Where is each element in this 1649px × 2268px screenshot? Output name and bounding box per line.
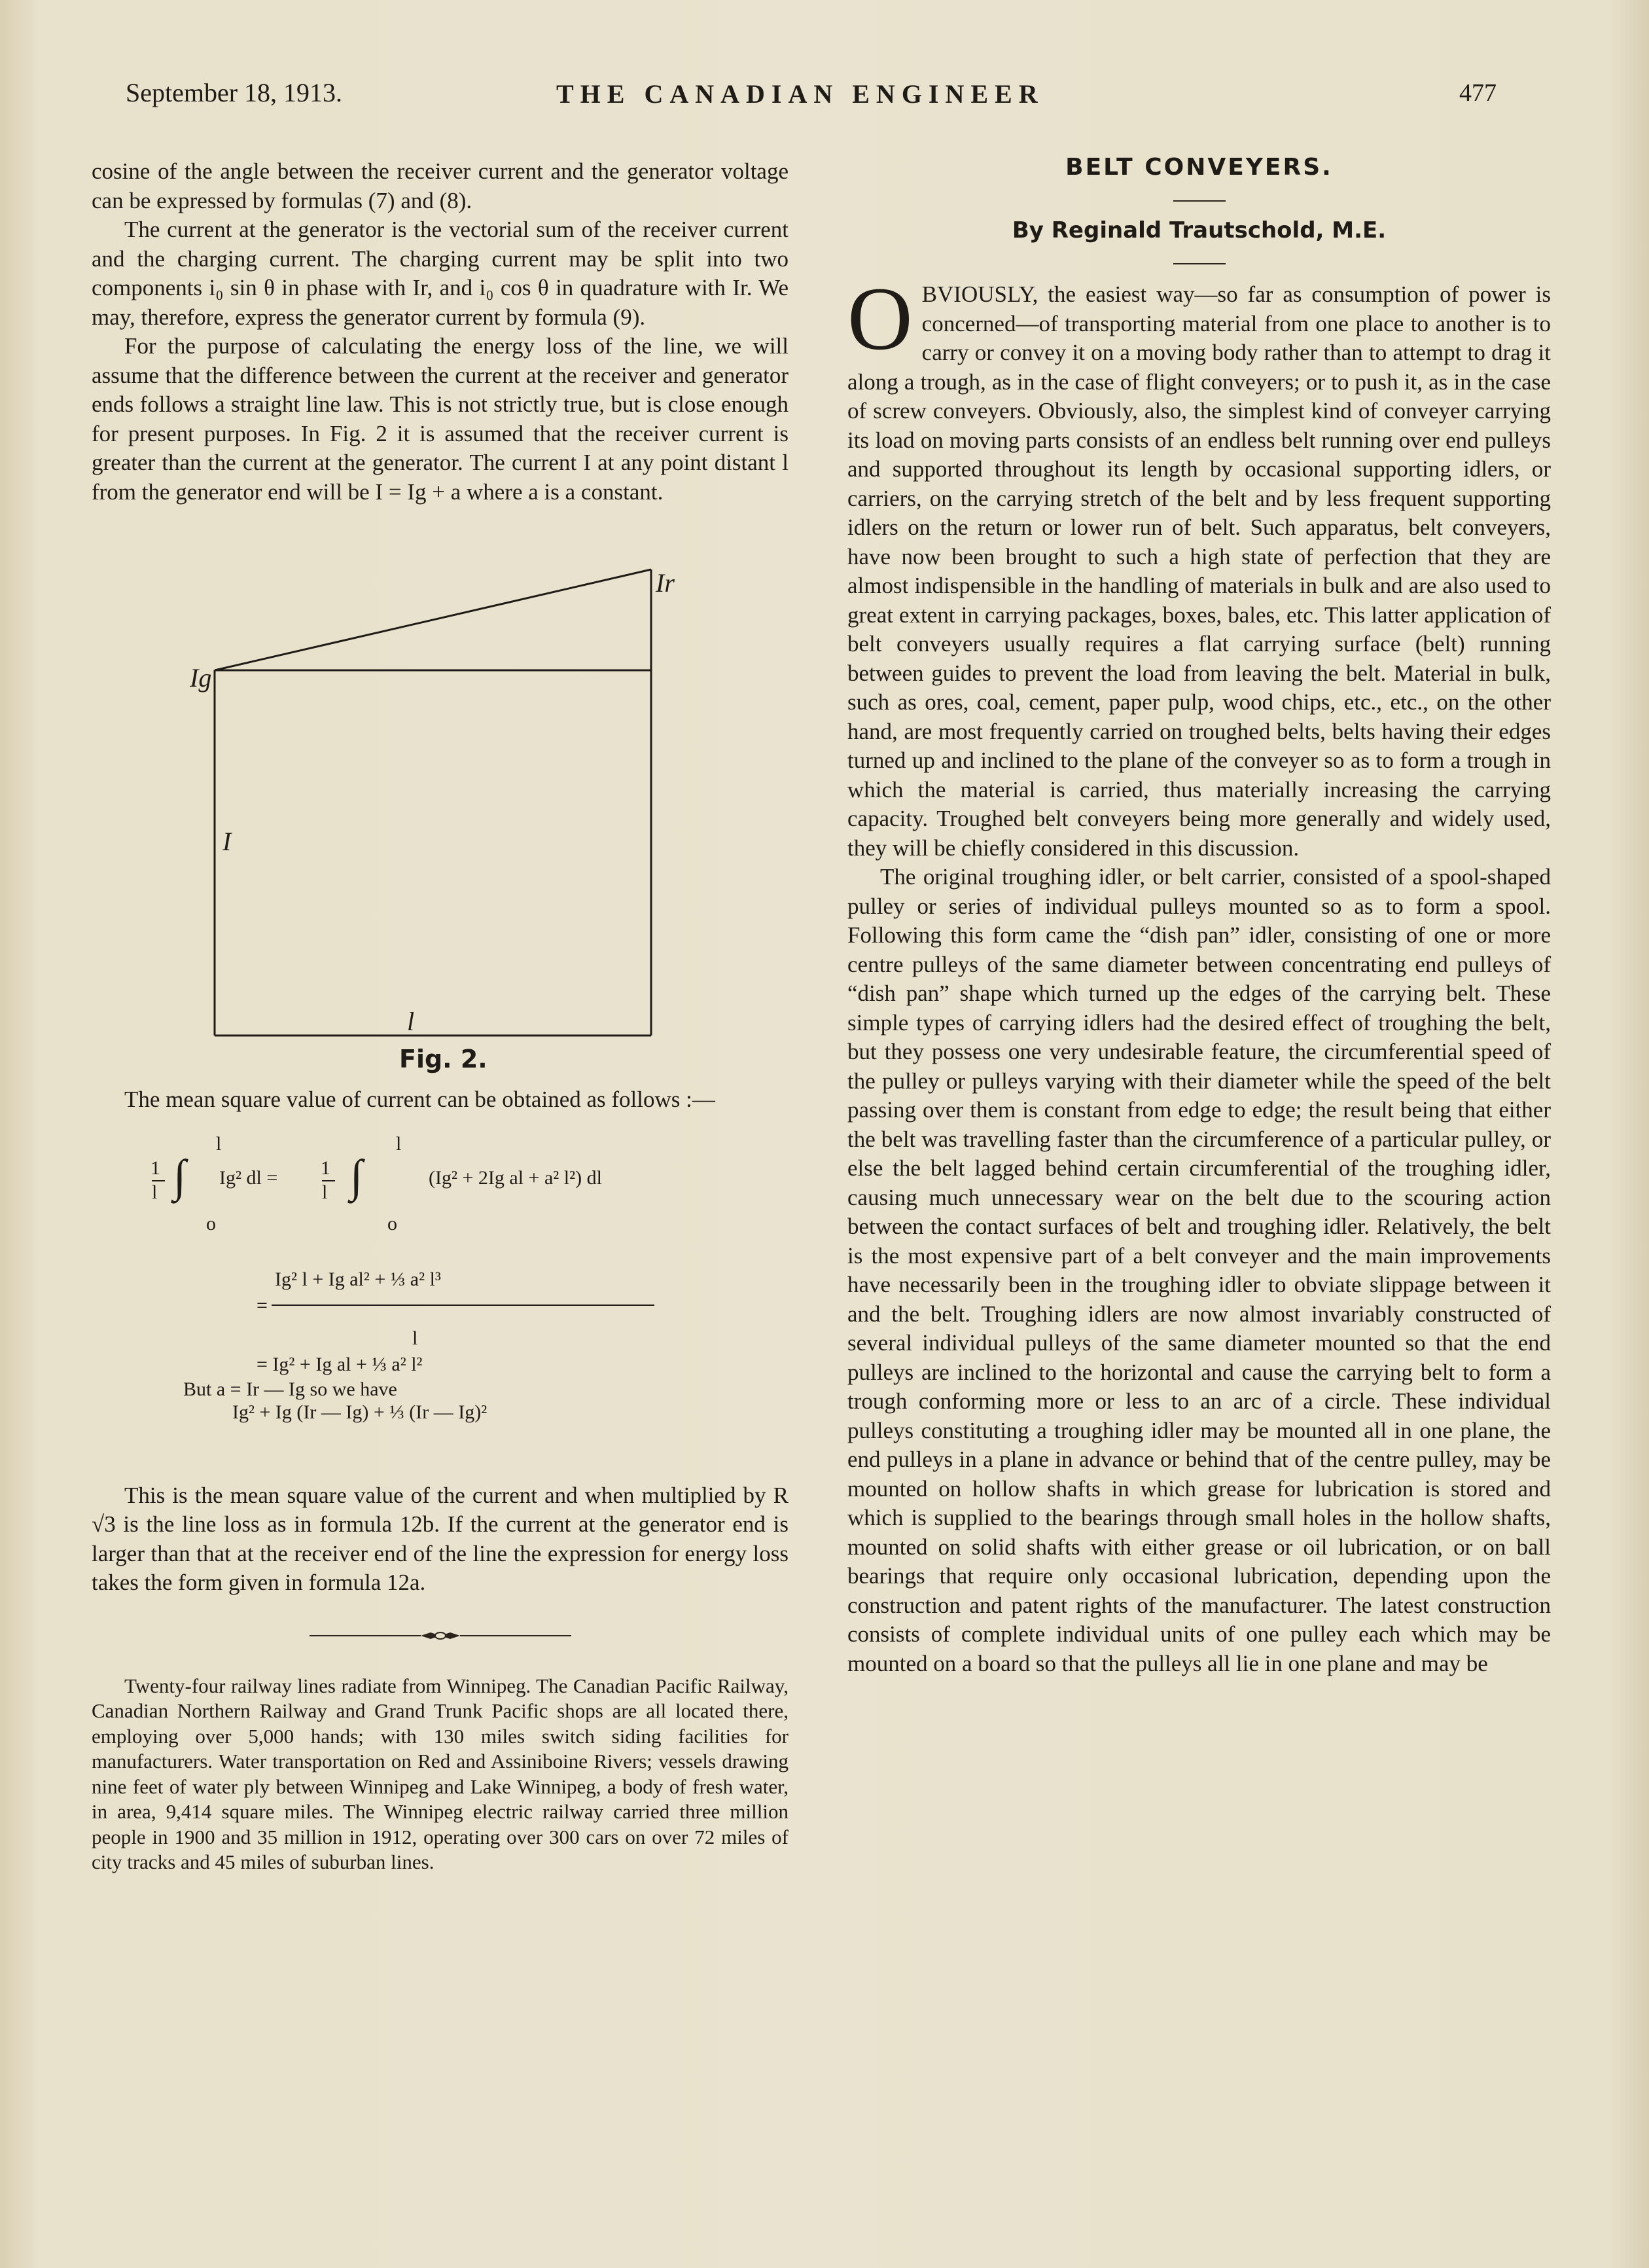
- fraction-bar: [272, 1305, 654, 1306]
- math-line: Ig² + Ig (Ir — Ig) + ⅓ (Ir — Ig)²: [232, 1401, 488, 1423]
- current-diagram: [92, 518, 789, 1042]
- page-number: 477: [1459, 79, 1497, 107]
- integral-sign: ∫: [350, 1151, 363, 1202]
- math-fraction-den: l: [322, 1180, 335, 1204]
- math-denominator: l: [412, 1327, 418, 1349]
- math-lower-limit: o: [387, 1212, 397, 1234]
- section-divider: [310, 1630, 571, 1641]
- label-ir: Ir: [656, 568, 675, 598]
- math-numerator: Ig² l + Ig al² + ⅓ a² l³: [275, 1268, 441, 1290]
- drop-cap: O: [847, 268, 913, 369]
- figure-caption: Fig. 2.: [399, 1045, 488, 1073]
- article-title: BELT CONVEYERS.: [1065, 154, 1333, 181]
- math-fraction-num: 1: [151, 1157, 160, 1179]
- math-derivation: [92, 1115, 789, 1481]
- paragraph: This is the mean square value of the current and when multiplied by R √3 is the line loss as in formula 12b. If the current at the generator end is larger than that at the receiver end of the line the expression for energy loss takes the form given in formula 12a.: [92, 1482, 789, 1595]
- right-column: [847, 147, 1551, 1678]
- paragraph: The original troughing idler, or belt carrier, consisted of a spool-shaped pulley or series of individual pulleys mounted so as to form a spool. Following this form came the “dish pan” idler, consisting of one or more centre pulleys of the same diameter between concentrating end pulleys of “dish pan” shape which turned up the edges of the carrying belt. These simple types of carrying idlers had the desired effect of troughing the belt, but they possess one very undesirable feature, the circumferential speed of the pulley or pulleys varying with their diameter while the speed of the belt passing over them is constant from edge to edge; the result being that either the belt was travelling faster than the circumference of a particular pulley, or else the belt lagged behind certain circumferential of the troughing idler, causing much unnecessary wear on the belt due to the scouring action between the contact surfaces of belt and troughing idler. Relatively, the belt is the most expensive part of a belt conveyer and the main improvements have necessarily been in the troughing idler to obviate slippage between it and the belt. Troughing idlers are now almost invariably constructed of several individual pulleys of the same diameter mounted so that the end pulleys are inclined to the horizontal and cause the carrying belt to form a trough conforming more or less to an arc of a circle. These individual pulleys constituting a troughing idler may be mounted all in one plane, the end pulleys in a plane in advance or behind that of the centre pulley, may be mounted on hollow shafts in which grease for lubrication is stored and which is supplied to the bearings through small holes in the hollow shafts, mounted on solid shafts with either grease or oil lubrication, or on ball bearings that require only occasional lubrication, depending upon the construction and patent rights of the manufacturer. The latest construction consists of complete individual units of one pulley each which may be mounted on a board so that the pulleys all lie in one plane and may be: [847, 864, 1551, 1676]
- left-column: [92, 157, 789, 1875]
- math-fraction-num: 1: [321, 1157, 330, 1179]
- page-header: [0, 77, 1649, 117]
- math-line: = Ig² + Ig al + ⅓ a² l²: [257, 1353, 423, 1375]
- paragraph: The mean square value of current can be obtained as follows :—: [124, 1087, 715, 1112]
- math-integrand: (Ig² + 2Ig al + a² l²) dl: [429, 1166, 602, 1189]
- math-equals: =: [257, 1294, 268, 1316]
- math-lower-limit: o: [206, 1212, 216, 1234]
- journal-title: THE CANADIAN ENGINEER: [556, 79, 1044, 109]
- figure-2: [92, 518, 789, 1073]
- article-byline: By Reginald Trautschold, M.E.: [1012, 217, 1387, 243]
- math-upper-limit: l: [216, 1132, 222, 1155]
- paragraph: cosine of the angle between the receiver current and the generator voltage can be expressed by formulas (7) and (8).: [92, 158, 789, 213]
- title-rule: [1173, 200, 1226, 202]
- paragraph: [847, 268, 1551, 863]
- ornament-icon: [421, 1631, 460, 1640]
- label-i: I: [222, 827, 232, 856]
- paragraph-text: BVIOUSLY, the easiest way—so far as consumption of power is concerned—of transporting material from one place to another is to carry or convey it on a moving body rather than to attempt to drag it along a trough, as in the case of flight conveyers; or to push it, as in the case of screw conveyers. Obviously, also, the simplest kind of conveyer carrying its load on moving parts consists of an endless belt running over end pulleys and supported throughout its length by occasional supporting idlers, or carriers, on the carrying stretch of the belt and by less frequent supporting idlers on the return or lower run of belt. Such apparatus, belt conveyers, have now been brought to such a high state of perfection that they are almost indispensible in the handling of materials in bulk and are also used to great extent in carrying packages, boxes, bales, etc. This latter application of belt conveyers usually requires a flat carrying surface (belt) running between guides to prevent the load from leaving the belt. Material in bulk, such as ores, coal, cement, paper pulp, wood chips, etc., etc., on the other hand, are most frequently carried on troughed belts, belts having their edges turned up and inclined to the plane of the conveyer so as to form a trough in which the material is carried, thus materially increasing the carrying capacity. Troughed belt conveyers being more generally and widely used, they will be chiefly considered in this discussion.: [847, 281, 1551, 861]
- integral-sign: ∫: [173, 1151, 186, 1202]
- math-fraction-den: l: [152, 1180, 165, 1204]
- math-line: But a = Ir — Ig so we have: [183, 1378, 397, 1400]
- issue-date: September 18, 1913.: [126, 78, 343, 107]
- paragraph: The current at the generator is the vectorial sum of the receiver current and the charging current. The charging current may be split into two components i₀ sin θ in phase with Ir, and i₀ cos θ in quadrature with Ir. We may, therefore, express the generator current by formula (9).: [92, 217, 789, 330]
- paragraph: For the purpose of calculating the energy loss of the line, we will assume that the difference between the current at the receiver and generator ends follows a straight line law. This is not strictly true, but is close enough for present purposes. In Fig. 2 it is assumed that the receiver current is greater than the current at the generator. The current I at any point distant l from the generator end will be I = Ig + a where a is a constant.: [92, 333, 789, 505]
- label-l: l: [407, 1007, 415, 1036]
- math-upper-limit: l: [396, 1132, 402, 1155]
- math-integrand: Ig² dl =: [219, 1166, 278, 1189]
- byline-rule: [1173, 263, 1226, 264]
- news-item-winnipeg: Twenty-four railway lines radiate from Winnipeg. The Canadian Pacific Railway, Canadian Northern Railway and Grand Trunk Pacific shops are all located there, employing over 5,000 hands; with 130 miles switch siding facilities for manufacturers. Water transportation on Red and Assiniboine Rivers; vessels drawing nine feet of water ply between Winnipeg and Lake Winnipeg, a body of fresh water, in area, 9,414 square miles. The Winnipeg electric railway carried three million people in 1900 and 35 million in 1912, operating over 300 cars on over 72 miles of city tracks and 45 miles of suburban lines.: [92, 1674, 789, 1873]
- label-ig: Ig: [190, 663, 212, 693]
